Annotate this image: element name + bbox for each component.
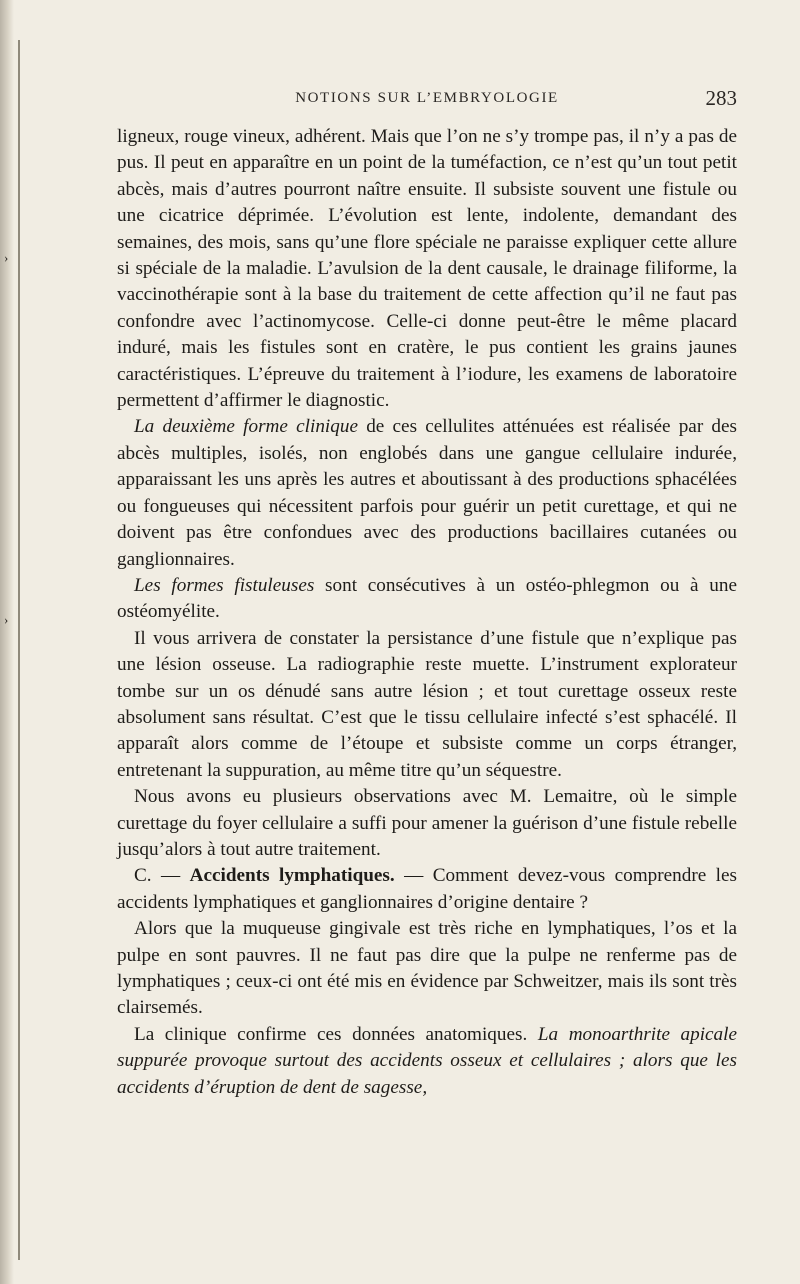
running-title: NOTIONS SUR L’EMBRYOLOGIE: [295, 90, 559, 106]
paragraph-text: sont consécutives à un ostéo-phlegmon ou à une ostéomyélite.: [117, 574, 737, 623]
paragraph-2: [117, 414, 737, 572]
body-text: [117, 124, 737, 1101]
paragraph-4: Il vous arrivera de constater la persistance d’une fistule que n’explique pas une lésion osseuse. La radiographie reste muette. L’instrument explorateur tombe sur un os dénudé sans autre lésion ; et tout curettage osseux reste absolument sans résultat. C’est que le tissu cellulaire infecté s’est sphacélé. Il apparaît alors comme de l’étoupe et subsiste comme un corps étranger, entretenant la suppuration, au même titre qu’un séquestre.: [117, 627, 737, 781]
paragraph-1: ligneux, rouge vineux, adhérent. Mais que l’on ne s’y trompe pas, il n’y a pas de pus. Il peut en apparaître en un point de la tuméfaction, ce n’est qu’un tout petit abcès, mais d’autres pourront naître ensuite. Il subsiste souvent une fistule ou une cicatrice déprimée. L’évolution est lente, indolente, demandant des semaines, des mois, sans qu’une flore spéciale ne paraisse expliquer cette allure si spéciale de la maladie. L’avulsion de la dent causale, le drainage filiforme, la vaccinothérapie sont à la base du traitement de cette affection qu’il ne faut pas confondre avec l’actinomycose. Celle-ci donne peut-être le même placard induré, mais les fistules sont en cratère, le pus contient les grains jaunes caractéristiques. L’épreuve du traitement à l’iodure, les examens de laboratoire permettent d’affirmer le diagnostic.: [117, 126, 737, 412]
page-number: 283: [705, 86, 737, 110]
section-heading-paragraph: [117, 863, 737, 916]
paragraph-8: [117, 1022, 737, 1101]
italic-phrase: La monoarthrite apicale suppurée provoque surtout des accidents osseux et cellulaires ; alors que les accidents d’éruption de dent de sagesse,: [117, 1023, 738, 1098]
margin-mark: ›: [4, 250, 9, 265]
paragraph-5: Nous avons eu plusieurs observations avec M. Lemaitre, où le simple curettage du foyer cellulaire a suffi pour amener la guérison d’une fistule rebelle jusqu’alors à tout autre traitement.: [117, 786, 737, 860]
paragraph-text: de ces cellulites atténuées est réalisée par des abcès multiples, isolés, non englobés dans une gangue cellulaire indurée, apparaissant les uns après les autres et aboutissant à des productions sphacélées ou fongueuses qui nécessitent parfois pour guérir un petit curettage, et qui ne doivent pas être confondues avec des productions bacillaires cutanées ou ganglionnaires.: [117, 416, 738, 570]
section-letter: C. —: [134, 865, 190, 887]
binding-shadow-line: [18, 40, 20, 1260]
paragraph-7: Alors que la muqueuse gingivale est très riche en lymphatiques, l’os et la pulpe en sont pauvres. Il ne faut pas dire que la pulpe ne renferme pas de lymphatiques ; ceux-ci ont été mis en évidence par Schweitzer, mais ils sont très clairsemés.: [117, 918, 737, 1019]
section-heading: Accidents lymphatiques.: [189, 865, 395, 887]
paragraph-text: La clinique confirme ces données anatomiques.: [134, 1023, 538, 1045]
italic-phrase: La deuxième forme clinique: [134, 416, 358, 438]
binding-gutter: [0, 0, 14, 1284]
paragraph-3: [117, 573, 737, 626]
paragraph-text: — Comment devez-vous comprendre les accidents lymphatiques et ganglionnaires d’origine dentaire ?: [117, 865, 737, 913]
margin-mark: ›: [4, 612, 9, 627]
page-header: [117, 84, 737, 114]
italic-phrase: Les formes fistuleuses: [134, 574, 315, 596]
